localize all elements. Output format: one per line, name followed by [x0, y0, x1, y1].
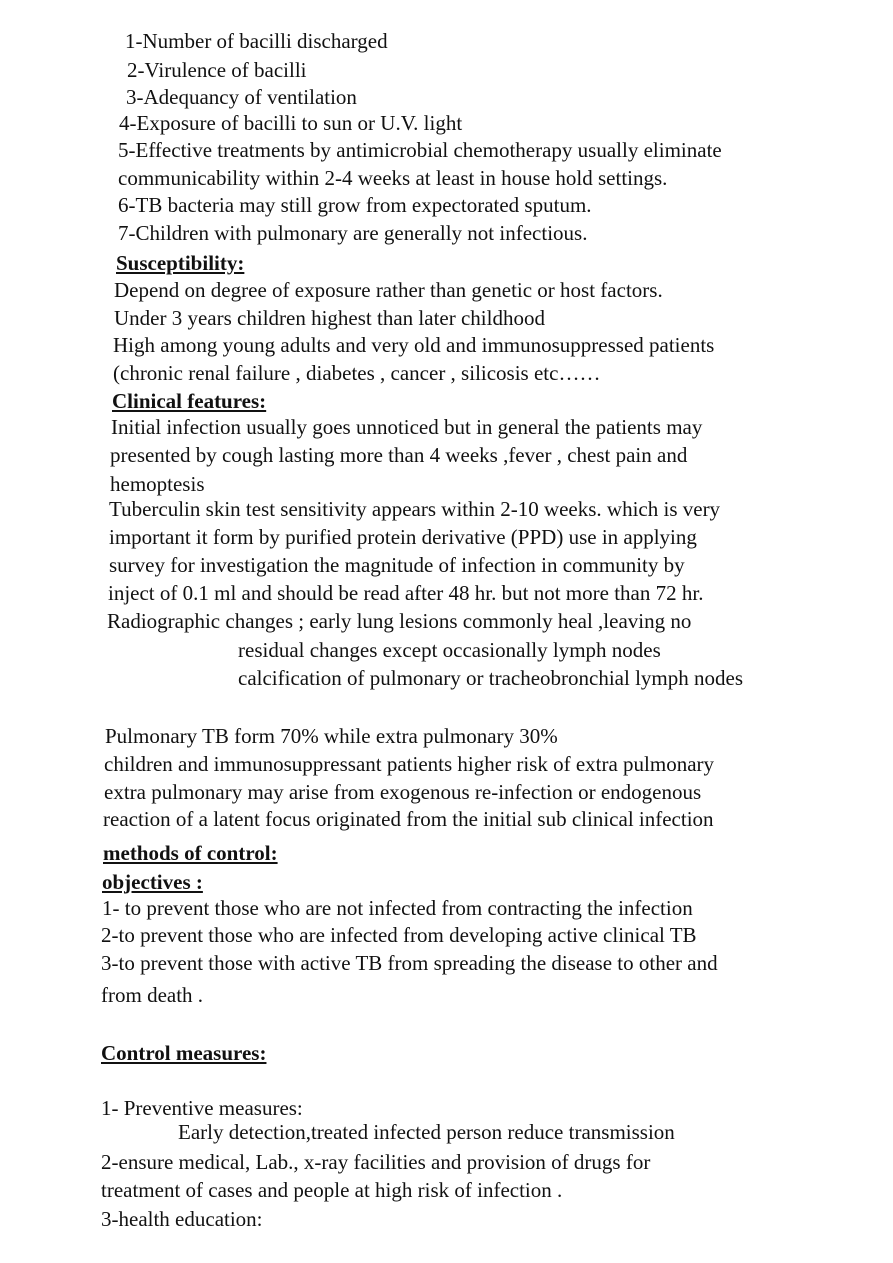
paragraph-line: reaction of a latent focus originated from the initial sub clinical infection: [103, 807, 714, 831]
paragraph-line: Under 3 years children highest than later childhood: [114, 306, 545, 330]
paragraph-line: Pulmonary TB form 70% while extra pulmonary 30%: [105, 724, 558, 748]
list-item: 2-ensure medical, Lab., x-ray facilities and provision of drugs for: [101, 1150, 651, 1174]
paragraph-line: survey for investigation the magnitude of infection in community by: [109, 553, 685, 577]
paragraph-line: hemoptesis: [110, 472, 205, 496]
paragraph-line: Radiographic changes ; early lung lesions commonly heal ,leaving no: [107, 609, 692, 633]
paragraph-line: important it form by purified protein derivative (PPD) use in applying: [109, 525, 697, 549]
section-heading-methods-of-control: methods of control:: [103, 841, 278, 865]
list-item: 3-health education:: [101, 1207, 263, 1231]
list-item: from death .: [101, 983, 204, 1007]
section-heading-clinical-features: Clinical features:: [112, 389, 267, 413]
list-item: 5-Effective treatments by antimicrobial chemotherapy usually eliminate: [118, 138, 722, 162]
list-item: Early detection,treated infected person reduce transmission: [178, 1120, 675, 1144]
list-item: 2-to prevent those who are infected from developing active clinical TB: [101, 923, 697, 947]
paragraph-line: extra pulmonary may arise from exogenous re-infection or endogenous: [104, 780, 702, 804]
list-item: 1-Number of bacilli discharged: [125, 29, 388, 53]
list-item: 4-Exposure of bacilli to sun or U.V. light: [119, 111, 463, 135]
paragraph-line: High among young adults and very old and immunosuppressed patients: [113, 333, 715, 357]
paragraph-line: (chronic renal failure , diabetes , cancer , silicosis etc……: [113, 361, 601, 385]
section-heading-susceptibility: Susceptibility:: [116, 251, 245, 275]
list-item: 7-Children with pulmonary are generally not infectious.: [118, 221, 588, 245]
list-item: communicability within 2-4 weeks at least in house hold settings.: [118, 166, 668, 190]
list-item: treatment of cases and people at high risk of infection .: [101, 1178, 563, 1202]
paragraph-line: calcification of pulmonary or tracheobronchial lymph nodes: [238, 666, 743, 690]
list-item: 2-Virulence of bacilli: [127, 58, 307, 82]
paragraph-line: inject of 0.1 ml and should be read after 48 hr. but not more than 72 hr.: [108, 581, 704, 605]
list-item: 3-to prevent those with active TB from spreading the disease to other and: [101, 951, 718, 975]
paragraph-line: presented by cough lasting more than 4 weeks ,fever , chest pain and: [110, 443, 688, 467]
list-item: 3-Adequancy of ventilation: [126, 85, 357, 109]
paragraph-line: Initial infection usually goes unnoticed but in general the patients may: [111, 415, 703, 439]
paragraph-line: Depend on degree of exposure rather than genetic or host factors.: [114, 278, 663, 302]
paragraph-line: children and immunosuppressant patients higher risk of extra pulmonary: [104, 752, 715, 776]
paragraph-line: residual changes except occasionally lymph nodes: [238, 638, 661, 662]
list-item: 1- to prevent those who are not infected from contracting the infection: [102, 896, 693, 920]
list-item: 1- Preventive measures:: [101, 1096, 303, 1120]
list-item: 6-TB bacteria may still grow from expectorated sputum.: [118, 193, 592, 217]
subheading-objectives: objectives :: [102, 870, 203, 894]
section-heading-control-measures: Control measures:: [101, 1041, 267, 1065]
paragraph-line: Tuberculin skin test sensitivity appears within 2-10 weeks. which is very: [109, 497, 721, 521]
